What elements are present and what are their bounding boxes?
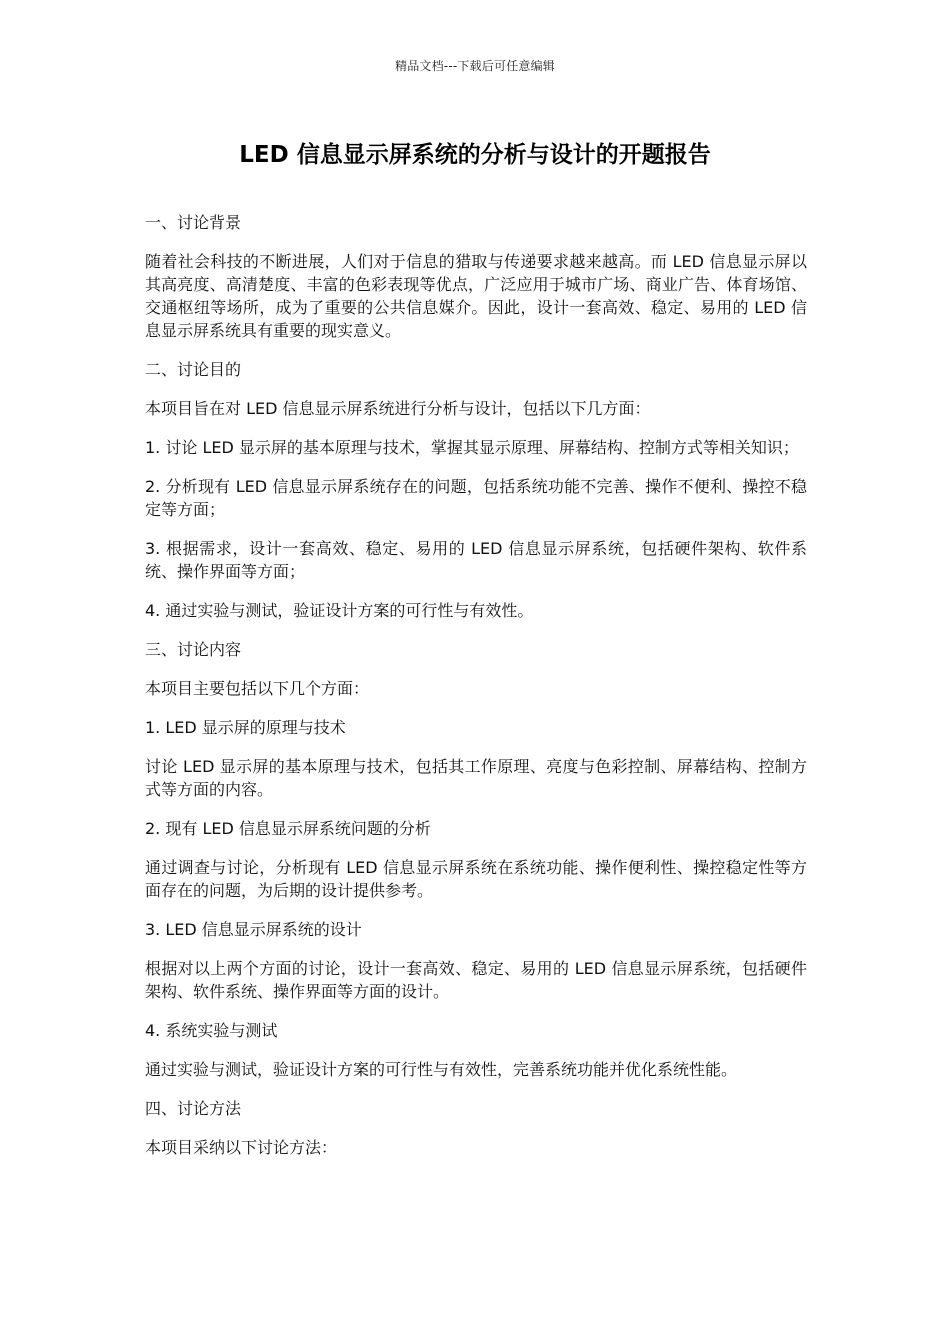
content-subheading-2: 2. 现有 LED 信息显示屏系统问题的分析 xyxy=(145,819,431,838)
purpose-item-4: 4. 通过实验与测试，验证设计方案的可行性与有效性。 xyxy=(145,601,534,620)
section-heading-purpose: 二、讨论目的 xyxy=(145,360,242,379)
section-heading-background: 一、讨论背景 xyxy=(145,213,242,232)
content-subheading-3: 3. LED 信息显示屏系统的设计 xyxy=(145,920,362,939)
content-paragraph-2: 通过调查与讨论，分析现有 LED 信息显示屏系统在系统功能、操作便利性、操控稳定性等方面存在的问题，为后期的设计提供参考。 xyxy=(145,858,807,900)
document-title: LED 信息显示屏系统的分析与设计的开题报告 xyxy=(239,142,711,168)
document-body xyxy=(145,211,807,1175)
purpose-item-3: 3. 根据需求，设计一套高效、稳定、易用的 LED 信息显示屏系统，包括硬件架构、软件系统、操作界面等方面； xyxy=(145,539,807,581)
purpose-item-2: 2. 分析现有 LED 信息显示屏系统存在的问题，包括系统功能不完善、操作不便利、操控不稳定等方面； xyxy=(145,477,807,519)
paragraph-method-intro: 本项目采纳以下讨论方法： xyxy=(145,1138,338,1157)
content-paragraph-3: 根据对以上两个方面的讨论，设计一套高效、稳定、易用的 LED 信息显示屏系统，包括硬件架构、软件系统、操作界面等方面的设计。 xyxy=(145,959,807,1001)
content-subheading-4: 4. 系统实验与测试 xyxy=(145,1021,278,1040)
section-heading-content: 三、讨论内容 xyxy=(145,640,242,659)
paragraph-background: 随着社会科技的不断进展，人们对于信息的猎取与传递要求越来越高。而 LED 信息显示屏以其高亮度、高清楚度、丰富的色彩表现等优点，广泛应用于城市广场、商业广告、体育场馆、交通枢纽等场所，成为了重要的公共信息媒介。因此，设计一套高效、稳定、易用的 LED 信息显示屏系统具有重要的现实意义。 xyxy=(145,252,807,340)
purpose-item-1: 1. 讨论 LED 显示屏的基本原理与技术，掌握其显示原理、屏幕结构、控制方式等相关知识； xyxy=(145,438,799,457)
section-heading-method: 四、讨论方法 xyxy=(145,1099,242,1118)
content-paragraph-1: 讨论 LED 显示屏的基本原理与技术，包括其工作原理、亮度与色彩控制、屏幕结构、控制方式等方面的内容。 xyxy=(145,757,807,799)
page-header: 精品文档---下载后可任意编辑 xyxy=(395,59,555,73)
content-subheading-1: 1. LED 显示屏的原理与技术 xyxy=(145,718,346,737)
paragraph-purpose-intro: 本项目旨在对 LED 信息显示屏系统进行分析与设计，包括以下几方面： xyxy=(145,399,651,418)
paragraph-content-intro: 本项目主要包括以下几个方面： xyxy=(145,679,370,698)
content-paragraph-4: 通过实验与测试，验证设计方案的可行性与有效性，完善系统功能并优化系统性能。 xyxy=(145,1060,738,1079)
